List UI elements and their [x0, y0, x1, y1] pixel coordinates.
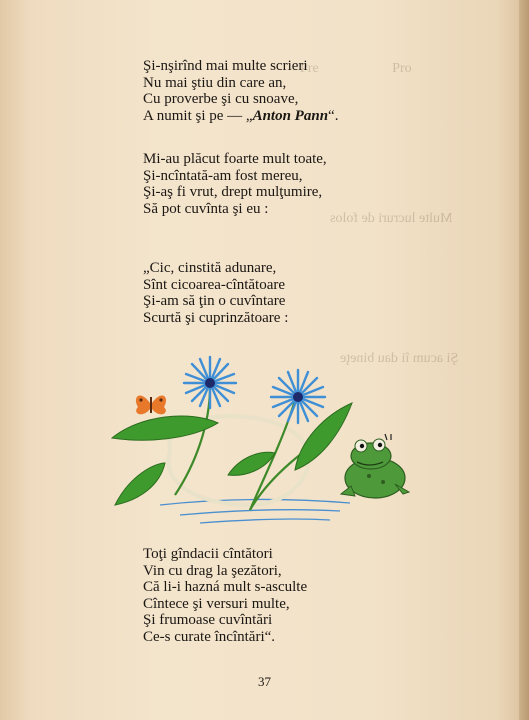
page-edge [519, 0, 529, 720]
stanza-1 [143, 58, 338, 124]
verse-line: Mi-au plăcut foarte mult toate, [143, 151, 327, 167]
verse-line: Şi-aş fi vrut, drept mulţumire, [143, 184, 323, 201]
verse-text: A numit şi pe — „ [143, 107, 253, 124]
verse-line: Şi frumoase cuvîntări [143, 612, 273, 629]
verse-line: Toţi gîndacii cîntători [143, 546, 273, 562]
show-through-text: Multe lucruri de folos [330, 211, 453, 226]
stanza-2 [143, 151, 327, 217]
verse-line [143, 108, 338, 125]
butterfly-icon [136, 395, 166, 414]
frog-icon [341, 434, 409, 498]
verse-line: „Cic, cinstită adunare, [143, 260, 277, 276]
author-name: Anton Pann [252, 107, 329, 124]
verse-line: Cu proverbe şi cu snoave, [143, 91, 299, 108]
verse-line: Nu mai ştiu din care an, [143, 74, 287, 91]
verse-line: Cîntece şi versuri multe, [143, 595, 290, 612]
show-through-text: Pre Pro [300, 61, 412, 76]
chicory-frog-illustration [100, 345, 430, 530]
blue-flower-icon [271, 370, 325, 423]
verse-line: Şi-nşirînd mai multe scrieri [143, 58, 308, 74]
verse-text: “. [328, 107, 339, 124]
verse-line: Că li-i hazná mult s-asculte [143, 579, 308, 596]
show-through-text: Şi acum îi dau bineţe [340, 351, 459, 366]
stanza-3 [143, 260, 288, 326]
verse-line: Sînt cicoarea-cîntătoare [143, 276, 286, 293]
page-number: 37 [258, 674, 271, 689]
blue-flower-icon [184, 357, 236, 408]
verse-line: Scurtă şi cuprinzătoare : [143, 309, 289, 326]
verse-line: Vin cu drag la şezători, [143, 562, 282, 579]
stanza-4 [143, 546, 307, 646]
leaves [112, 403, 352, 505]
verse-line: Şi-am să ţin o cuvîntare [143, 293, 286, 310]
verse-line: Şi-ncîntată-am fost mereu, [143, 167, 303, 184]
verse-line: Ce-s curate încîntări“. [143, 628, 276, 645]
verse-line: Să pot cuvînta şi eu : [143, 200, 269, 217]
